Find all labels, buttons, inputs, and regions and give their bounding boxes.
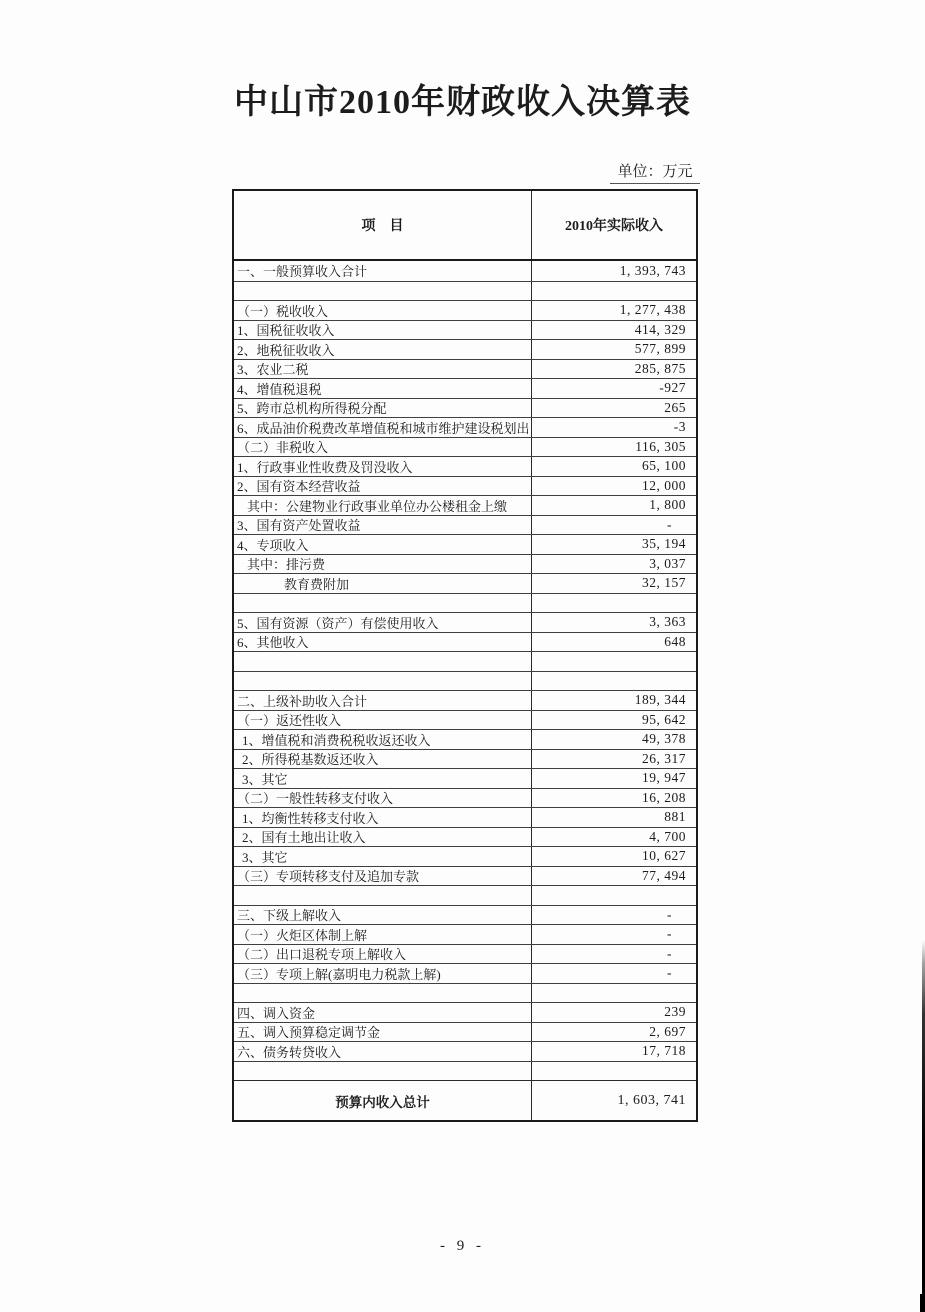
value-cell: 414, 329 — [634, 321, 686, 337]
table-row — [234, 827, 696, 847]
table-row — [234, 573, 696, 593]
table-row — [234, 593, 696, 613]
value-cell: 285, 875 — [634, 360, 686, 376]
value-cell: - — [667, 945, 672, 961]
table-row — [234, 476, 696, 496]
table-row — [234, 612, 696, 632]
item-cell: 4、专项收入 — [234, 535, 532, 554]
item-cell: 一、一般预算收入合计 — [234, 261, 532, 281]
value-cell — [532, 984, 696, 1003]
table-row — [234, 710, 696, 730]
value-cell — [532, 1062, 696, 1081]
value-cell — [532, 594, 696, 613]
value-cell: 1, 277, 438 — [619, 302, 686, 318]
value-cell — [532, 652, 696, 671]
item-cell: 五、调入预算稳定调节金 — [234, 1023, 532, 1042]
item-cell: 1、均衡性转移支付收入 — [234, 808, 532, 827]
table-row — [234, 359, 696, 379]
table-row — [234, 417, 696, 437]
item-cell: 5、国有资源（资产）有偿使用收入 — [234, 613, 532, 632]
item-cell: 其中：公建物业行政事业单位办公楼租金上缴 — [234, 496, 532, 515]
table-row — [234, 1002, 696, 1022]
value-cell: 3, 037 — [649, 555, 686, 571]
value-cell — [532, 672, 696, 691]
value-cell: - — [667, 516, 672, 532]
item-cell: 其中：排污费 — [234, 555, 532, 574]
item-cell: 5、跨市总机构所得税分配 — [234, 399, 532, 418]
table-row — [234, 1022, 696, 1042]
scan-artifact-blob — [920, 1294, 925, 1312]
item-cell: （二）非税收入 — [234, 438, 532, 457]
value-cell: - — [667, 926, 672, 942]
table-row — [234, 924, 696, 944]
table-body — [234, 261, 696, 1120]
item-cell: （三）专项转移支付及追加专款 — [234, 867, 532, 886]
value-cell: 12, 000 — [642, 477, 686, 493]
value-cell: 239 — [664, 1004, 686, 1020]
value-cell: -3 — [673, 419, 686, 435]
value-cell: 65, 100 — [642, 458, 686, 474]
item-cell: 六、债务转贷收入 — [234, 1042, 532, 1061]
value-cell: 648 — [664, 633, 686, 649]
value-cell: 19, 947 — [642, 770, 686, 786]
value-cell: 26, 317 — [642, 750, 686, 766]
item-cell: 3、其它 — [234, 847, 532, 866]
item-cell: 2、地税征收收入 — [234, 340, 532, 359]
table-row — [234, 534, 696, 554]
item-cell: 1、国税征收收入 — [234, 321, 532, 340]
value-cell: 10, 627 — [642, 848, 686, 864]
value-cell — [532, 282, 696, 301]
item-cell: （一）返还性收入 — [234, 711, 532, 730]
value-cell: 265 — [664, 399, 686, 415]
value-cell: 1, 393, 743 — [619, 262, 686, 278]
value-cell: - — [667, 906, 672, 922]
value-cell: 189, 344 — [634, 692, 686, 708]
value-cell: 577, 899 — [634, 341, 686, 357]
table-row — [234, 554, 696, 574]
item-cell: （二）一般性转移支付收入 — [234, 789, 532, 808]
item-cell: 2、国有资本经营收益 — [234, 477, 532, 496]
table-row — [234, 749, 696, 769]
value-cell: 17, 718 — [642, 1043, 686, 1059]
table-row — [234, 905, 696, 925]
table-row — [234, 885, 696, 905]
column-header-value: 2010年实际收入 — [565, 219, 663, 234]
item-cell — [234, 594, 532, 613]
value-cell: 95, 642 — [642, 711, 686, 727]
item-cell: （一）火炬区体制上解 — [234, 925, 532, 944]
value-cell: 49, 378 — [642, 731, 686, 747]
item-cell: （一）税收收入 — [234, 301, 532, 320]
value-cell: 1, 800 — [649, 497, 686, 513]
unit-label: 单位：万元 — [610, 160, 700, 184]
item-cell: 3、农业二税 — [234, 360, 532, 379]
value-cell: 77, 494 — [642, 867, 686, 883]
document-title: 中山市2010年财政收入决算表 — [234, 84, 691, 121]
item-cell — [234, 282, 532, 301]
table-row — [234, 866, 696, 886]
item-cell — [234, 652, 532, 671]
value-cell: 116, 305 — [635, 438, 686, 454]
table-row — [234, 495, 696, 515]
table-row — [234, 651, 696, 671]
value-cell: - — [667, 965, 672, 981]
table-row — [234, 261, 696, 281]
table-row — [234, 846, 696, 866]
page-number: - 9 - — [440, 1238, 485, 1254]
item-cell — [234, 886, 532, 905]
item-cell: 1、增值税和消费税税收返还收入 — [234, 730, 532, 749]
revenue-table — [232, 189, 698, 1122]
item-cell: （二）出口退税专项上解收入 — [234, 945, 532, 964]
item-cell: 二、上级补助收入合计 — [234, 691, 532, 710]
table-row — [234, 963, 696, 983]
table-row — [234, 768, 696, 788]
table-row — [234, 1061, 696, 1081]
table-row — [234, 378, 696, 398]
value-cell: 4, 700 — [649, 828, 686, 844]
item-cell: 预算内收入总计 — [234, 1081, 532, 1120]
value-cell: 16, 208 — [642, 789, 686, 805]
table-row — [234, 807, 696, 827]
item-cell: 3、其它 — [234, 769, 532, 788]
table-row — [234, 729, 696, 749]
table-row — [234, 437, 696, 457]
table-row — [234, 339, 696, 359]
table-row — [234, 456, 696, 476]
value-cell: 32, 157 — [642, 575, 686, 591]
item-cell: （三）专项上解(嘉明电力税款上解) — [234, 964, 532, 983]
value-cell: 1, 603, 741 — [617, 1092, 686, 1108]
table-row — [234, 788, 696, 808]
item-cell: 2、国有土地出让收入 — [234, 828, 532, 847]
item-cell: 2、所得税基数返还收入 — [234, 750, 532, 769]
item-cell: 三、下级上解收入 — [234, 906, 532, 925]
item-cell — [234, 672, 532, 691]
value-cell: 35, 194 — [642, 536, 686, 552]
table-row — [234, 1041, 696, 1061]
table-row — [234, 281, 696, 301]
value-cell: 881 — [664, 809, 686, 825]
table-row — [234, 983, 696, 1003]
table-row — [234, 398, 696, 418]
item-cell — [234, 1062, 532, 1081]
table-row — [234, 671, 696, 691]
table-row — [234, 300, 696, 320]
value-cell: 2, 697 — [649, 1023, 686, 1039]
item-cell: 4、增值税退税 — [234, 379, 532, 398]
table-row — [234, 690, 696, 710]
table-row — [234, 320, 696, 340]
item-cell — [234, 984, 532, 1003]
table-row — [234, 632, 696, 652]
item-cell: 1、行政事业性收费及罚没收入 — [234, 457, 532, 476]
item-cell: 3、国有资产处置收益 — [234, 516, 532, 535]
item-cell: 6、成品油价税费改革增值税和城市维护建设税划出 — [234, 418, 532, 437]
value-cell: 3, 363 — [649, 614, 686, 630]
item-cell: 四、调入资金 — [234, 1003, 532, 1022]
item-cell: 6、其他收入 — [234, 633, 532, 652]
value-cell: -927 — [659, 380, 686, 396]
table-header-row — [234, 191, 696, 261]
table-row — [234, 944, 696, 964]
column-header-item: 项 目 — [234, 191, 532, 259]
table-row — [234, 515, 696, 535]
value-cell — [532, 886, 696, 905]
item-cell: 教育费附加 — [234, 574, 532, 593]
table-total-row — [234, 1080, 696, 1120]
